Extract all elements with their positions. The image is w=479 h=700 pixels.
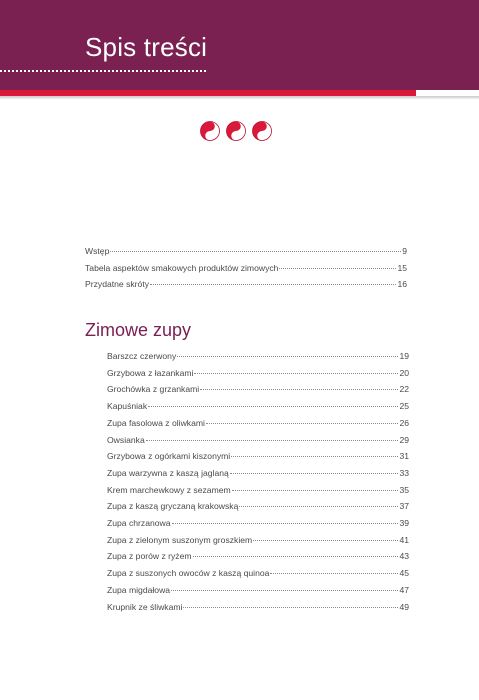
- toc-leader: [172, 523, 399, 524]
- toc-entry-page: 20: [399, 367, 409, 378]
- toc-entry-label: Kapuśniak: [107, 401, 148, 412]
- toc-entry-label: Zupa z porów z ryżem: [107, 551, 192, 562]
- toc-leader: [200, 389, 398, 390]
- shadow-band: [0, 96, 479, 99]
- toc-entry-label: Owsianka: [107, 434, 145, 445]
- toc-entry-page: 16: [397, 279, 407, 290]
- toc-entry[interactable]: [107, 599, 409, 616]
- toc-entry[interactable]: [107, 582, 409, 599]
- toc-leader: [183, 607, 398, 608]
- toc-entry[interactable]: [107, 415, 409, 432]
- toc-entry-label: Przydatne skróty: [85, 279, 149, 290]
- toc-leader: [171, 590, 398, 591]
- toc-entry-page: 39: [399, 518, 409, 529]
- toc-leader: [206, 423, 399, 424]
- toc-entry[interactable]: [107, 482, 409, 499]
- decorative-symbols: [200, 121, 272, 141]
- toc-entry[interactable]: [107, 515, 409, 532]
- toc-entry-label: Wstęp: [85, 246, 110, 256]
- toc-entry-label: Zupa fasolowa z oliwkami: [107, 417, 205, 428]
- toc-entry-page: 49: [399, 601, 409, 612]
- toc-leader: [148, 406, 398, 407]
- toc-entry-label: Barszcz czerwony: [107, 351, 177, 361]
- toc-entry[interactable]: [85, 276, 407, 293]
- toc-entry-page: 29: [399, 434, 409, 445]
- toc-entry[interactable]: [107, 448, 409, 465]
- toc-leader: [230, 473, 399, 474]
- toc-leader: [193, 556, 399, 557]
- toc-entry-page: 35: [399, 484, 409, 495]
- toc-entry-page: 25: [399, 401, 409, 412]
- toc-entry-page: 22: [399, 384, 409, 395]
- yin-yang-icon: [226, 121, 246, 141]
- toc-entry-label: Tabela aspektów smakowych produktów zimowych: [85, 262, 279, 273]
- toc-entry-label: Zupa warzywna z kaszą jaglaną: [107, 467, 229, 478]
- toc-entry[interactable]: [85, 260, 407, 277]
- toc-entry[interactable]: [107, 365, 409, 382]
- toc-entry[interactable]: [107, 465, 409, 482]
- toc-entry-label: Zupa migdałowa: [107, 584, 171, 595]
- toc-entry-label: Krupnik ze śliwkami: [107, 601, 183, 612]
- toc-leader: [177, 356, 398, 357]
- toc-leader: [279, 268, 396, 269]
- toc-entry-label: Grzybowa z ogórkami kiszonymi: [107, 451, 231, 462]
- toc-entry-page: 41: [399, 534, 409, 545]
- toc-entry[interactable]: [107, 532, 409, 549]
- toc-leader: [150, 284, 396, 285]
- yin-yang-icon: [252, 121, 272, 141]
- toc-leader: [270, 573, 398, 574]
- header-banner: [0, 0, 479, 90]
- toc-entry-page: 19: [399, 351, 409, 361]
- toc-entry[interactable]: [85, 243, 407, 260]
- toc-leader: [253, 540, 398, 541]
- toc-entry-label: Zupa z kaszą gryczaną krakowską: [107, 501, 239, 512]
- toc-leader: [110, 251, 401, 252]
- toc-entry-label: Grzybowa z łazankami: [107, 367, 194, 378]
- toc-entry-page: 31: [399, 451, 409, 462]
- toc-leader: [239, 506, 398, 507]
- toc-entry-label: Zupa chrzanowa: [107, 518, 171, 529]
- toc-entry[interactable]: [107, 381, 409, 398]
- toc-entry-label: Grochówka z grzankami: [107, 384, 200, 395]
- toc-entry-label: Krem marchewkowy z sezamem: [107, 484, 231, 495]
- toc-entry-page: 33: [399, 467, 409, 478]
- section-heading: Zimowe zupy: [85, 320, 192, 340]
- toc-entry-page: 15: [397, 262, 407, 273]
- toc-entry-page: 47: [399, 584, 409, 595]
- toc-entry[interactable]: [107, 348, 409, 365]
- toc-leader: [194, 373, 398, 374]
- toc-intro-list: [85, 243, 407, 293]
- toc-entry-page: 45: [399, 568, 409, 579]
- header-dotted-rule: [0, 70, 206, 72]
- toc-leader: [231, 456, 398, 457]
- toc-entry[interactable]: [107, 565, 409, 582]
- toc-entry[interactable]: [107, 548, 409, 565]
- toc-entry-page: 9: [402, 246, 407, 256]
- yin-yang-icon: [200, 121, 220, 141]
- toc-entry-page: 26: [399, 417, 409, 428]
- toc-leader: [146, 440, 399, 441]
- toc-recipe-list: [107, 348, 409, 615]
- page-title: Spis treści: [85, 32, 208, 62]
- toc-entry-page: 43: [399, 551, 409, 562]
- toc-entry[interactable]: [107, 398, 409, 415]
- toc-entry[interactable]: [107, 498, 409, 515]
- toc-entry[interactable]: [107, 432, 409, 449]
- toc-entry-page: 37: [399, 501, 409, 512]
- toc-leader: [232, 490, 399, 491]
- toc-entry-label: Zupa z zielonym suszonym groszkiem: [107, 534, 253, 545]
- toc-entry-label: Zupa z suszonych owoców z kaszą quinoa: [107, 568, 270, 579]
